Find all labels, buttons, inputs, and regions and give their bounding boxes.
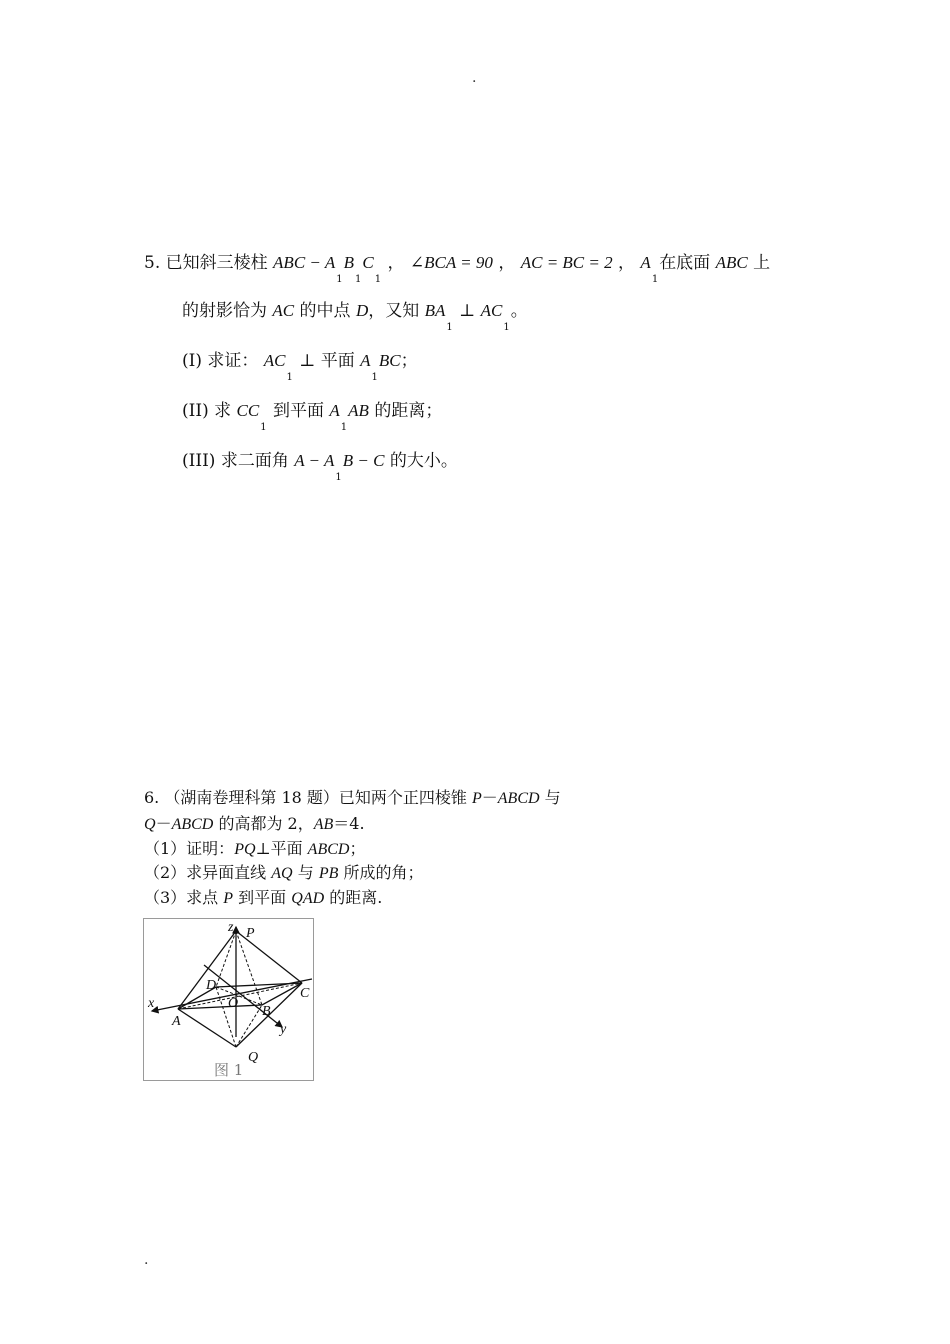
- text: 的中点: [299, 301, 351, 321]
- text: （1）证明：: [144, 839, 235, 858]
- math: ABC − A: [273, 253, 336, 272]
- problem-number: 5.: [144, 253, 161, 273]
- text: 的大小。: [389, 451, 458, 471]
- text: 的距离；: [374, 401, 443, 421]
- problem6-q2: [144, 865, 423, 882]
- math: ∠BCA = 90: [409, 253, 493, 272]
- subscript: 1: [335, 472, 342, 483]
- text: －: [481, 788, 498, 807]
- subscript: 1: [286, 372, 293, 383]
- math: ABCD: [171, 816, 214, 833]
- pyramid-diagram: [144, 919, 313, 1080]
- math: AC: [480, 301, 503, 320]
- text: 与: [544, 788, 561, 807]
- math: B: [343, 253, 354, 272]
- text: ，: [618, 253, 636, 273]
- math: A: [329, 401, 340, 420]
- math: A: [360, 351, 371, 370]
- math: BA: [424, 301, 446, 320]
- text: 所成的角；: [343, 863, 424, 882]
- math: AQ: [271, 865, 293, 882]
- figure-caption: 图 1: [214, 1061, 244, 1079]
- math: P: [471, 790, 482, 807]
- text: 的距离.: [329, 888, 383, 907]
- text: 上: [753, 253, 771, 273]
- subscript: 1: [371, 372, 378, 383]
- text: ；: [349, 839, 366, 858]
- subscript: 1: [651, 274, 659, 285]
- text: 的高都为 2，: [218, 814, 314, 833]
- math: B − C: [342, 451, 385, 470]
- text: 到平面: [238, 888, 287, 907]
- text: 6. （湖南卷理科第 18 题）已知两个正四棱锥: [144, 788, 467, 807]
- math: BC: [378, 351, 401, 370]
- text: ；: [400, 351, 418, 371]
- text: （3）求点: [144, 888, 219, 907]
- label-y: y: [280, 1022, 287, 1037]
- text: 的射影恰为: [182, 301, 267, 321]
- question-label: (II) 求: [182, 401, 232, 421]
- label-x: x: [148, 996, 155, 1011]
- header-dot: .: [472, 70, 477, 86]
- problem5-q2: [182, 401, 443, 433]
- subscript: 1: [340, 422, 348, 433]
- math: Q: [144, 816, 156, 833]
- math: AC: [263, 351, 286, 370]
- text: 与: [297, 863, 314, 882]
- problem6-line1: [144, 790, 561, 807]
- problem6-q3: [144, 890, 382, 907]
- edge-qa: [178, 1009, 236, 1047]
- text: （2）求异面直线: [144, 863, 267, 882]
- label-q: Q: [248, 1050, 259, 1065]
- math: C: [362, 253, 374, 272]
- text: ⊥ 平面: [299, 351, 355, 371]
- math: ABCD: [307, 841, 350, 858]
- label-o: O: [228, 996, 239, 1011]
- text: －: [155, 814, 172, 833]
- subscript: 1: [354, 274, 362, 285]
- label-d: D: [206, 978, 217, 993]
- text: 到平面: [272, 401, 324, 421]
- math: ABCD: [497, 790, 540, 807]
- label-p: P: [246, 926, 255, 941]
- text: ⊥平面: [255, 839, 303, 858]
- text: ，又知: [368, 301, 420, 321]
- math: PQ: [234, 841, 256, 858]
- math: ⊥: [459, 301, 476, 321]
- label-b: B: [262, 1004, 271, 1019]
- math: A − A: [294, 451, 335, 470]
- subscript: 1: [260, 422, 267, 433]
- problem5-q1: [182, 351, 418, 383]
- problem5-line1: [144, 253, 771, 285]
- math: D: [355, 301, 369, 320]
- problem6-q1: [144, 841, 365, 858]
- footer-dot: .: [144, 1252, 149, 1268]
- text: ＝4.: [333, 814, 365, 833]
- math: AB: [348, 401, 369, 420]
- math: P: [223, 890, 234, 907]
- math: AC: [272, 301, 295, 320]
- math: QAD: [291, 890, 325, 907]
- label-c: C: [300, 986, 310, 1001]
- math: AB: [313, 816, 334, 833]
- subscript: 1: [503, 322, 510, 333]
- problem5-q3: [182, 451, 458, 483]
- text: 。: [510, 301, 528, 321]
- math: PB: [318, 865, 339, 882]
- math: AC = BC = 2: [520, 253, 613, 272]
- text: ，: [498, 253, 516, 273]
- text: 已知斜三棱柱: [165, 253, 268, 273]
- subscript: 1: [374, 274, 382, 285]
- label-z: z: [228, 920, 234, 935]
- question-label: (III) 求二面角: [182, 451, 289, 471]
- math: A: [640, 253, 651, 272]
- problem5-line2: [182, 301, 528, 333]
- label-a: A: [172, 1014, 181, 1029]
- text: ，: [387, 253, 405, 273]
- problem6-line2: [144, 816, 365, 833]
- subscript: 1: [446, 322, 453, 333]
- math: ABC: [715, 253, 748, 272]
- question-label: (I) 求证：: [182, 351, 259, 371]
- math: CC: [236, 401, 260, 420]
- subscript: 1: [336, 274, 343, 285]
- text: 在底面: [659, 253, 711, 273]
- geometry-figure: [143, 918, 314, 1081]
